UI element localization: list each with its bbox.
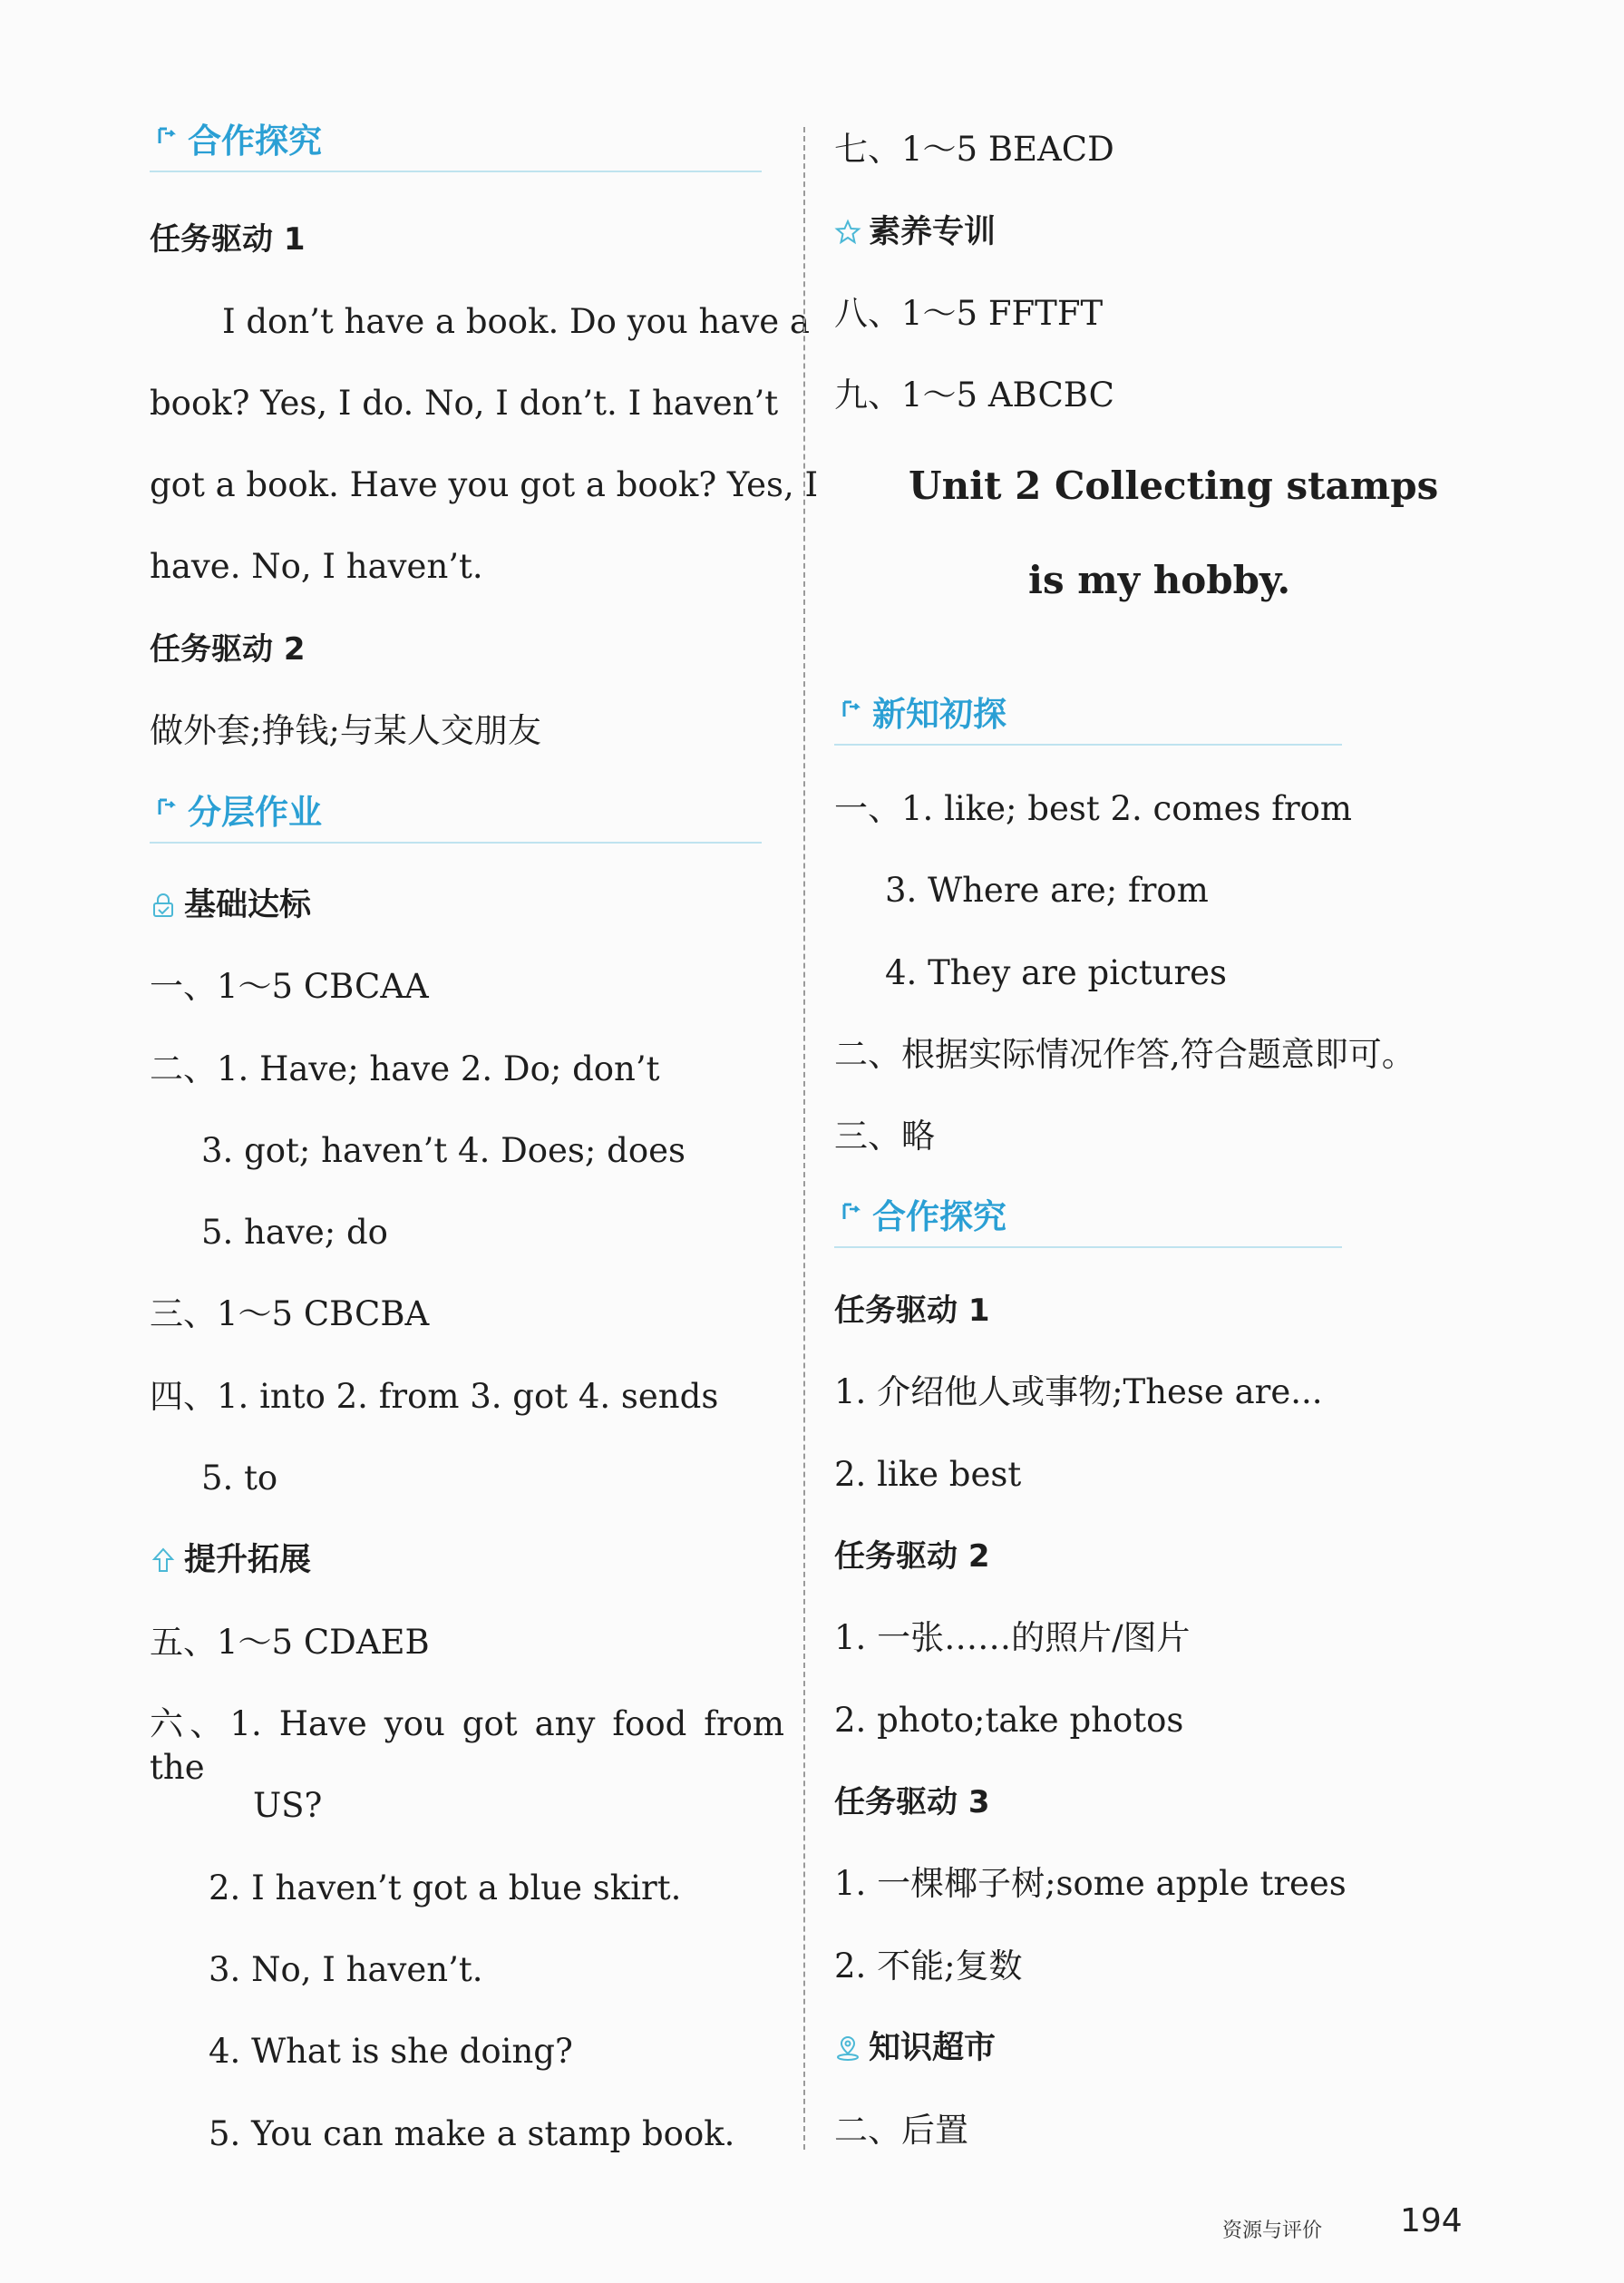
answer-line: 2. I haven’t got a blue skirt. <box>209 1868 682 1907</box>
answer-line: 五、1～5 CDAEB <box>150 1623 430 1662</box>
subsection-title: 基础达标 <box>184 887 312 923</box>
bookmark-arrow-icon <box>155 125 179 149</box>
answer-line: 2. like best <box>834 1455 1022 1494</box>
answer-line: 八、1～5 FFTFT <box>834 294 1104 333</box>
task-heading: 任务驱动 1 <box>834 1293 990 1329</box>
section-new-knowledge <box>834 693 1342 746</box>
answer-line: 1. 一棵椰子树;some apple trees <box>834 1864 1347 1903</box>
section-layered-homework <box>150 791 762 844</box>
section-title: 合作探究 <box>188 122 322 161</box>
paragraph-line: book? Yes, I do. No, I don’t. I haven’t <box>150 384 779 423</box>
answer-line: 九、1～5 ABCBC <box>834 376 1114 415</box>
answer-line: 六、1. Have you got any food from the <box>150 1704 784 1787</box>
answer-line: 4. They are pictures <box>885 953 1228 992</box>
answer-line: 三、1～5 CBCBA <box>150 1294 430 1333</box>
unit-subtitle: is my hobby. <box>1028 558 1291 602</box>
answer-line: 七、1～5 BEACD <box>834 130 1114 169</box>
footer-label: 资源与评价 <box>1222 2220 1323 2242</box>
task-heading: 任务驱动 1 <box>150 221 306 258</box>
answer-line: 5. to <box>201 1459 278 1498</box>
answer-line: 2. 不能;复数 <box>834 1946 1023 1985</box>
answer-line: 三、略 <box>834 1117 935 1156</box>
paragraph-line: I don’t have a book. Do you have a <box>222 302 810 341</box>
bookmark-arrow-icon <box>840 698 863 722</box>
answer-line: 1. 一张……的照片/图片 <box>834 1618 1191 1657</box>
paragraph-line: have. No, I haven’t. <box>150 547 483 586</box>
answer-line: 一、1～5 CBCAA <box>150 967 429 1006</box>
bookmark-arrow-icon <box>840 1201 863 1224</box>
bookmark-arrow-icon <box>155 796 179 820</box>
section-cooperate-left <box>150 120 762 172</box>
unit-title: Unit 2 Collecting stamps <box>909 463 1439 508</box>
column-divider <box>803 127 805 2150</box>
subsection-title: 知识超市 <box>869 2030 997 2066</box>
answer-line: 5. You can make a stamp book. <box>209 2114 735 2153</box>
answer-line: 做外套;挣钱;与某人交朋友 <box>150 711 541 750</box>
answer-line: 5. have; do <box>201 1213 388 1252</box>
answer-line: 3. Where are; from <box>885 871 1209 910</box>
task-heading: 任务驱动 2 <box>150 631 306 668</box>
answer-line: US? <box>253 1786 323 1825</box>
task-heading: 任务驱动 3 <box>834 1784 990 1820</box>
task-heading: 任务驱动 2 <box>834 1538 990 1575</box>
page-number: 194 <box>1400 2202 1463 2239</box>
section-title: 分层作业 <box>188 793 322 832</box>
section-title: 新知初探 <box>872 695 1006 734</box>
answer-line: 3. got; haven’t 4. Does; does <box>201 1131 686 1170</box>
paragraph-line: got a book. Have you got a book? Yes, I <box>150 465 819 504</box>
answer-line: 四、1. into 2. from 3. got 4. sends <box>150 1377 719 1416</box>
answer-line: 4. What is she doing? <box>209 2032 573 2071</box>
answer-line: 二、后置 <box>834 2111 968 2150</box>
answer-line: 1. 介绍他人或事物;These are... <box>834 1372 1323 1411</box>
section-cooperate-right <box>834 1195 1342 1248</box>
star-icon <box>834 219 861 246</box>
answer-line: 一、1. like; best 2. comes from <box>834 789 1353 828</box>
answer-line: 二、1. Have; have 2. Do; don’t <box>150 1049 660 1088</box>
answer-line: 二、根据实际情况作答,符合题意即可。 <box>834 1035 1415 1074</box>
answer-line: 3. No, I haven’t. <box>209 1950 483 1989</box>
up-arrow-icon <box>150 1546 177 1574</box>
subsection-title: 提升拓展 <box>184 1542 312 1578</box>
location-pin-icon <box>834 2034 861 2062</box>
lock-check-icon <box>150 892 177 919</box>
section-title: 合作探究 <box>872 1197 1006 1236</box>
answer-line: 2. photo;take photos <box>834 1701 1184 1740</box>
subsection-title: 素养专训 <box>869 214 997 250</box>
